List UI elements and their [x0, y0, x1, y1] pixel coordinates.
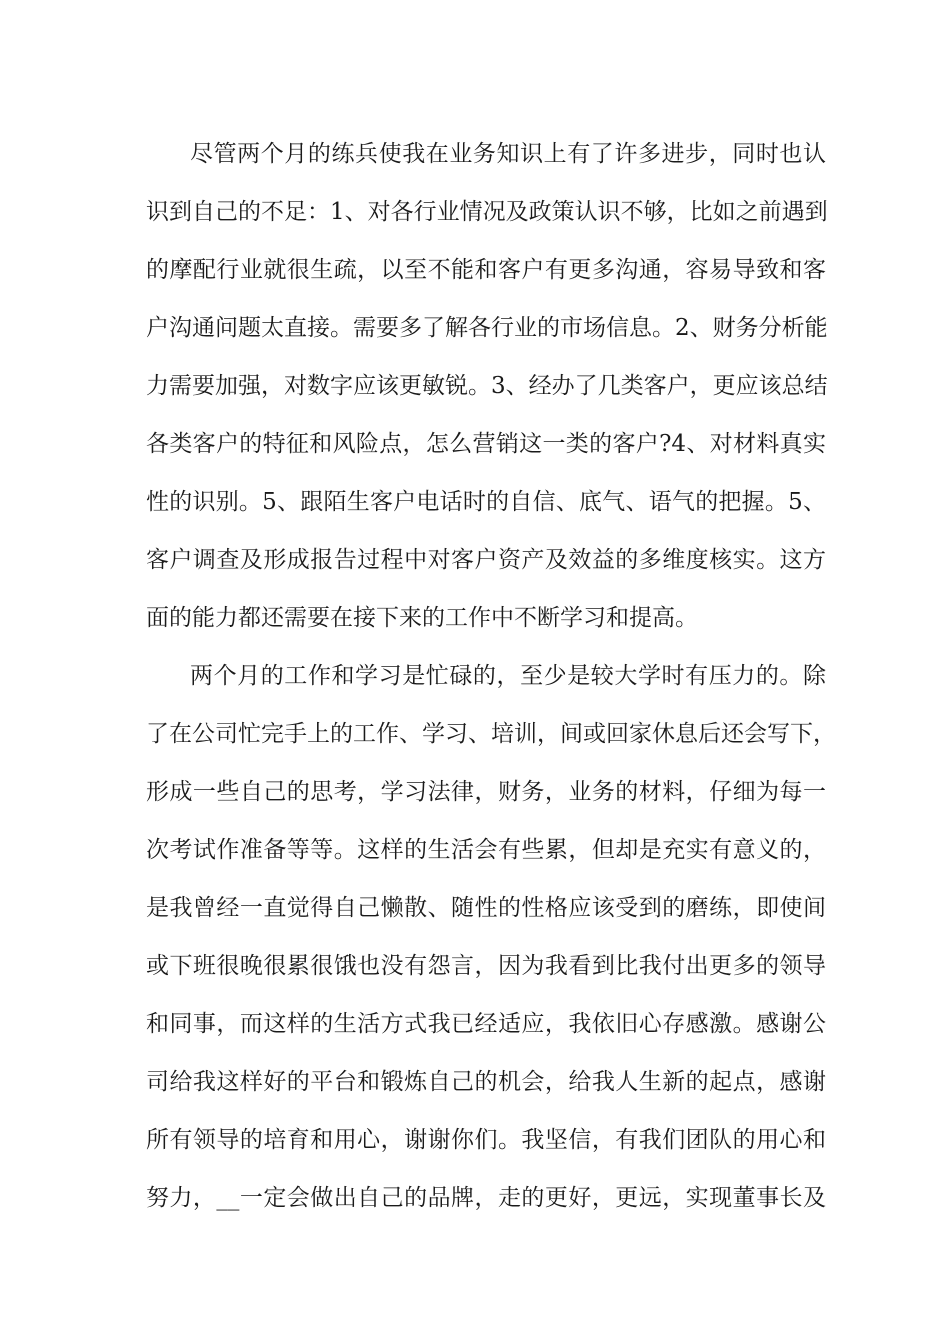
text-line: 是我曾经一直觉得自己懒散、随性的性格应该受到的磨练，即使间	[146, 895, 826, 921]
text-line: 户沟通问题太直接。需要多了解各行业的市场信息。2、财务分析能	[146, 315, 828, 341]
text-line: 两个月的工作和学习是忙碌的，至少是较大学时有压力的。除	[190, 663, 826, 689]
text-line: 努力，__一定会做出自己的品牌，走的更好，更远，实现董事长及	[146, 1185, 826, 1211]
text-line: 形成一些自己的思考，学习法律，财务，业务的材料，仔细为每一	[146, 779, 826, 805]
text-line: 次考试作准备等等。这样的生活会有些累，但却是充实有意义的，	[146, 837, 826, 863]
text-line: 了在公司忙完手上的工作、学习、培训，间或回家休息后还会写下，	[146, 721, 836, 747]
paragraph-2	[146, 647, 836, 1227]
text-line: 各类客户的特征和风险点，怎么营销这一类的客户?4、对材料真实	[146, 431, 826, 457]
text-line: 性的识别。5、跟陌生客户电话时的自信、底气、语气的把握。5、	[146, 489, 826, 515]
text-line: 识到自己的不足：1、对各行业情况及政策认识不够，比如之前遇到	[146, 199, 828, 225]
text-line: 力需要加强，对数字应该更敏锐。3、经办了几类客户，更应该总结	[146, 373, 828, 399]
paragraph-1	[146, 125, 826, 647]
text-line: 客户调查及形成报告过程中对客户资产及效益的多维度核实。这方	[146, 547, 826, 573]
text-line: 或下班很晚很累很饿也没有怨言，因为我看到比我付出更多的领导	[146, 953, 826, 979]
text-line: 司给我这样好的平台和锻炼自己的机会，给我人生新的起点，感谢	[146, 1069, 826, 1095]
text-line: 和同事，而这样的生活方式我已经适应，我依旧心存感激。感谢公	[146, 1011, 826, 1037]
text-line: 面的能力都还需要在接下来的工作中不断学习和提高。	[146, 605, 698, 631]
text-line: 尽管两个月的练兵使我在业务知识上有了许多进步，同时也认	[190, 141, 826, 167]
text-line: 所有领导的培育和用心，谢谢你们。我坚信，有我们团队的用心和	[146, 1127, 826, 1153]
document-body	[146, 125, 836, 1227]
text-line: 的摩配行业就很生疏，以至不能和客户有更多沟通，容易导致和客	[146, 257, 826, 283]
